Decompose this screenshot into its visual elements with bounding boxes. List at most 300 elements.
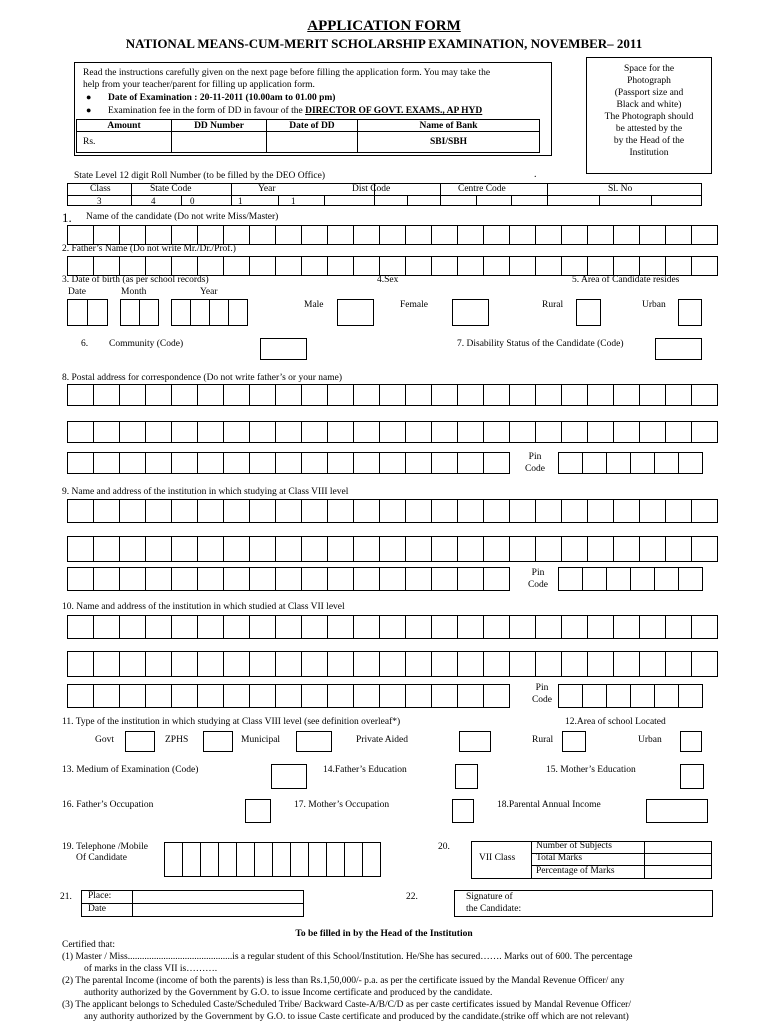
class8-address-row-2[interactable] [67,536,717,562]
char-cell[interactable] [197,499,224,523]
char-cell[interactable] [301,684,328,708]
char-cell[interactable] [223,651,250,677]
char-cell[interactable] [344,842,363,877]
char-cell[interactable] [275,567,302,591]
char-cell[interactable] [171,567,198,591]
char-cell[interactable] [483,536,510,562]
char-cell[interactable] [67,567,94,591]
char-cell[interactable] [93,452,120,474]
char-cell[interactable] [275,536,302,562]
char-cell[interactable] [119,615,146,639]
char-cell[interactable] [665,651,692,677]
postal-pin-boxes[interactable] [558,452,702,474]
char-cell[interactable] [327,684,354,708]
char-cell[interactable] [613,615,640,639]
char-cell[interactable] [535,421,562,443]
char-cell[interactable] [197,615,224,639]
char-cell[interactable] [145,536,172,562]
char-cell[interactable] [139,299,159,326]
char-cell[interactable] [249,499,276,523]
area-urban-box[interactable] [678,299,702,326]
class7-address-row-2[interactable] [67,651,717,677]
char-cell[interactable] [431,684,458,708]
char-cell[interactable] [405,651,432,677]
char-cell[interactable] [275,615,302,639]
char-cell[interactable] [587,499,614,523]
char-cell[interactable] [353,651,380,677]
char-cell[interactable] [249,256,276,276]
char-cell[interactable] [483,421,510,443]
char-cell[interactable] [509,225,536,245]
char-cell[interactable] [630,684,655,708]
fee-dd-number-cell[interactable] [172,132,267,153]
char-cell[interactable] [405,499,432,523]
char-cell[interactable] [254,842,273,877]
char-cell[interactable] [535,499,562,523]
char-cell[interactable] [171,615,198,639]
char-cell[interactable] [171,225,198,245]
char-cell[interactable] [93,684,120,708]
char-cell[interactable] [561,536,588,562]
char-cell[interactable] [353,225,380,245]
char-cell[interactable] [275,651,302,677]
char-cell[interactable] [249,684,276,708]
char-cell[interactable] [654,684,679,708]
char-cell[interactable] [457,384,484,406]
char-cell[interactable] [67,225,94,245]
char-cell[interactable] [218,842,237,877]
char-cell[interactable] [665,384,692,406]
char-cell[interactable] [509,256,536,276]
char-cell[interactable] [67,536,94,562]
mother-occupation-box[interactable] [452,799,474,823]
char-cell[interactable] [606,567,631,591]
char-cell[interactable] [145,567,172,591]
char-cell[interactable] [67,421,94,443]
char-cell[interactable] [509,536,536,562]
char-cell[interactable] [67,384,94,406]
char-cell[interactable] [639,256,666,276]
char-cell[interactable] [145,499,172,523]
sex-male-box[interactable] [337,299,374,326]
char-cell[interactable] [223,499,250,523]
char-cell[interactable] [223,536,250,562]
char-cell[interactable] [483,452,510,474]
parental-income-box[interactable] [646,799,708,823]
char-cell[interactable] [67,499,94,523]
char-cell[interactable] [93,421,120,443]
char-cell[interactable] [561,384,588,406]
char-cell[interactable] [431,384,458,406]
char-cell[interactable] [67,299,88,326]
char-cell[interactable] [405,384,432,406]
char-cell[interactable] [275,421,302,443]
char-cell[interactable] [228,299,248,326]
char-cell[interactable] [275,452,302,474]
char-cell[interactable] [275,684,302,708]
char-cell[interactable] [457,651,484,677]
char-cell[interactable] [678,567,703,591]
char-cell[interactable] [301,615,328,639]
char-cell[interactable] [353,421,380,443]
char-cell[interactable] [327,384,354,406]
char-cell[interactable] [353,452,380,474]
char-cell[interactable] [587,421,614,443]
char-cell[interactable] [353,684,380,708]
char-cell[interactable] [327,615,354,639]
char-cell[interactable] [249,225,276,245]
char-cell[interactable] [431,615,458,639]
char-cell[interactable] [457,452,484,474]
char-cell[interactable] [509,615,536,639]
percentage-value-cell[interactable] [645,866,711,878]
char-cell[interactable] [558,452,583,474]
char-cell[interactable] [190,299,210,326]
char-cell[interactable] [249,615,276,639]
char-cell[interactable] [457,684,484,708]
char-cell[interactable] [535,536,562,562]
char-cell[interactable] [275,225,302,245]
char-cell[interactable] [145,651,172,677]
char-cell[interactable] [301,225,328,245]
char-cell[interactable] [483,615,510,639]
char-cell[interactable] [171,684,198,708]
char-cell[interactable] [171,384,198,406]
char-cell[interactable] [171,536,198,562]
char-cell[interactable] [582,567,607,591]
char-cell[interactable] [639,536,666,562]
class7-address-row-3[interactable] [67,684,509,708]
char-cell[interactable] [87,299,108,326]
char-cell[interactable] [691,421,718,443]
char-cell[interactable] [457,536,484,562]
char-cell[interactable] [587,651,614,677]
char-cell[interactable] [119,651,146,677]
char-cell[interactable] [223,421,250,443]
char-cell[interactable] [691,536,718,562]
char-cell[interactable] [665,499,692,523]
char-cell[interactable] [457,256,484,276]
char-cell[interactable] [587,384,614,406]
char-cell[interactable] [654,452,679,474]
char-cell[interactable] [171,651,198,677]
telephone-boxes[interactable] [164,842,380,877]
char-cell[interactable] [67,651,94,677]
char-cell[interactable] [691,651,718,677]
char-cell[interactable] [509,499,536,523]
dob-month-boxes[interactable] [120,299,158,326]
char-cell[interactable] [582,452,607,474]
school-urban-box[interactable] [680,731,702,752]
char-cell[interactable] [405,536,432,562]
school-rural-box[interactable] [562,731,586,752]
char-cell[interactable] [431,499,458,523]
char-cell[interactable] [145,225,172,245]
char-cell[interactable] [353,384,380,406]
char-cell[interactable] [691,225,718,245]
char-cell[interactable] [691,499,718,523]
char-cell[interactable] [431,651,458,677]
char-cell[interactable] [405,452,432,474]
char-cell[interactable] [558,567,583,591]
type-zphs-box[interactable] [203,731,233,752]
char-cell[interactable] [249,536,276,562]
char-cell[interactable] [379,615,406,639]
char-cell[interactable] [145,615,172,639]
char-cell[interactable] [483,384,510,406]
char-cell[interactable] [93,225,120,245]
char-cell[interactable] [431,225,458,245]
char-cell[interactable] [197,452,224,474]
char-cell[interactable] [197,421,224,443]
char-cell[interactable] [275,256,302,276]
char-cell[interactable] [249,567,276,591]
class8-pin-boxes[interactable] [558,567,702,591]
char-cell[interactable] [119,684,146,708]
char-cell[interactable] [405,225,432,245]
char-cell[interactable] [171,452,198,474]
char-cell[interactable] [93,615,120,639]
char-cell[interactable] [405,615,432,639]
char-cell[interactable] [613,225,640,245]
father-occupation-box[interactable] [245,799,271,823]
char-cell[interactable] [691,384,718,406]
char-cell[interactable] [379,452,406,474]
postal-address-row-2[interactable] [67,421,717,443]
char-cell[interactable] [223,384,250,406]
char-cell[interactable] [145,684,172,708]
char-cell[interactable] [223,684,250,708]
char-cell[interactable] [639,615,666,639]
char-cell[interactable] [691,615,718,639]
char-cell[interactable] [249,384,276,406]
char-cell[interactable] [535,225,562,245]
char-cell[interactable] [379,421,406,443]
char-cell[interactable] [67,615,94,639]
char-cell[interactable] [457,567,484,591]
char-cell[interactable] [353,499,380,523]
char-cell[interactable] [223,225,250,245]
char-cell[interactable] [327,536,354,562]
char-cell[interactable] [483,225,510,245]
char-cell[interactable] [587,256,614,276]
mother-education-box[interactable] [680,764,704,789]
char-cell[interactable] [171,499,198,523]
char-cell[interactable] [301,567,328,591]
char-cell[interactable] [639,384,666,406]
char-cell[interactable] [67,256,94,276]
char-cell[interactable] [665,615,692,639]
char-cell[interactable] [613,256,640,276]
char-cell[interactable] [613,499,640,523]
char-cell[interactable] [353,567,380,591]
char-cell[interactable] [119,452,146,474]
char-cell[interactable] [405,421,432,443]
char-cell[interactable] [630,567,655,591]
char-cell[interactable] [509,421,536,443]
class8-address-row-1[interactable] [67,499,717,523]
char-cell[interactable] [119,499,146,523]
char-cell[interactable] [119,567,146,591]
char-cell[interactable] [535,651,562,677]
char-cell[interactable] [326,842,345,877]
char-cell[interactable] [457,615,484,639]
char-cell[interactable] [561,615,588,639]
char-cell[interactable] [327,421,354,443]
char-cell[interactable] [561,499,588,523]
char-cell[interactable] [639,499,666,523]
class8-address-row-3[interactable] [67,567,509,591]
place-input[interactable] [133,891,303,903]
char-cell[interactable] [483,567,510,591]
char-cell[interactable] [119,536,146,562]
char-cell[interactable] [93,536,120,562]
char-cell[interactable] [665,225,692,245]
fee-dd-date-cell[interactable] [267,132,358,153]
type-private-aided-box[interactable] [459,731,491,752]
char-cell[interactable] [639,225,666,245]
char-cell[interactable] [665,536,692,562]
disability-code-box[interactable] [655,338,702,360]
char-cell[interactable] [93,567,120,591]
postal-address-row-3[interactable] [67,452,509,474]
char-cell[interactable] [223,615,250,639]
char-cell[interactable] [93,499,120,523]
char-cell[interactable] [197,536,224,562]
char-cell[interactable] [561,651,588,677]
area-rural-box[interactable] [576,299,601,326]
char-cell[interactable] [639,651,666,677]
char-cell[interactable] [67,684,94,708]
char-cell[interactable] [171,256,198,276]
char-cell[interactable] [145,384,172,406]
char-cell[interactable] [200,842,219,877]
char-cell[interactable] [587,536,614,562]
char-cell[interactable] [639,421,666,443]
char-cell[interactable] [145,452,172,474]
char-cell[interactable] [431,567,458,591]
char-cell[interactable] [120,299,140,326]
char-cell[interactable] [119,421,146,443]
char-cell[interactable] [327,651,354,677]
char-cell[interactable] [223,256,250,276]
char-cell[interactable] [606,452,631,474]
char-cell[interactable] [431,421,458,443]
medium-code-box[interactable] [271,764,307,789]
char-cell[interactable] [431,452,458,474]
char-cell[interactable] [236,842,255,877]
char-cell[interactable] [223,567,250,591]
char-cell[interactable] [483,651,510,677]
char-cell[interactable] [613,651,640,677]
char-cell[interactable] [379,684,406,708]
char-cell[interactable] [171,421,198,443]
char-cell[interactable] [558,684,583,708]
char-cell[interactable] [301,256,328,276]
char-cell[interactable] [362,842,381,877]
char-cell[interactable] [67,452,94,474]
sex-female-box[interactable] [452,299,489,326]
char-cell[interactable] [665,256,692,276]
char-cell[interactable] [301,421,328,443]
char-cell[interactable] [606,684,631,708]
char-cell[interactable] [327,452,354,474]
char-cell[interactable] [93,384,120,406]
dob-year-boxes[interactable] [171,299,247,326]
char-cell[interactable] [327,499,354,523]
char-cell[interactable] [301,384,328,406]
class7-address-row-1[interactable] [67,615,717,639]
char-cell[interactable] [535,384,562,406]
char-cell[interactable] [275,384,302,406]
father-name-boxes[interactable] [67,256,717,276]
char-cell[interactable] [665,421,692,443]
type-municipal-box[interactable] [296,731,332,752]
subjects-value-cell[interactable] [645,842,711,853]
char-cell[interactable] [249,452,276,474]
char-cell[interactable] [197,225,224,245]
char-cell[interactable] [457,225,484,245]
char-cell[interactable] [431,536,458,562]
char-cell[interactable] [379,256,406,276]
char-cell[interactable] [587,225,614,245]
char-cell[interactable] [457,421,484,443]
char-cell[interactable] [379,384,406,406]
community-code-box[interactable] [260,338,307,360]
char-cell[interactable] [171,299,191,326]
char-cell[interactable] [509,384,536,406]
fee-amount-cell[interactable]: Rs. [77,132,172,153]
char-cell[interactable] [535,256,562,276]
char-cell[interactable] [353,256,380,276]
char-cell[interactable] [197,684,224,708]
char-cell[interactable] [290,842,309,877]
char-cell[interactable] [379,567,406,591]
char-cell[interactable] [209,299,229,326]
char-cell[interactable] [613,384,640,406]
char-cell[interactable] [301,499,328,523]
char-cell[interactable] [327,225,354,245]
char-cell[interactable] [119,384,146,406]
char-cell[interactable] [405,684,432,708]
char-cell[interactable] [197,384,224,406]
date-input[interactable] [133,904,303,916]
char-cell[interactable] [308,842,327,877]
char-cell[interactable] [379,651,406,677]
char-cell[interactable] [275,499,302,523]
char-cell[interactable] [145,256,172,276]
char-cell[interactable] [353,615,380,639]
char-cell[interactable] [327,567,354,591]
char-cell[interactable] [483,684,510,708]
char-cell[interactable] [119,225,146,245]
char-cell[interactable] [93,256,120,276]
char-cell[interactable] [457,499,484,523]
char-cell[interactable] [405,567,432,591]
char-cell[interactable] [272,842,291,877]
char-cell[interactable] [379,536,406,562]
char-cell[interactable] [197,651,224,677]
char-cell[interactable] [164,842,183,877]
type-govt-box[interactable] [125,731,155,752]
char-cell[interactable] [561,421,588,443]
char-cell[interactable] [509,651,536,677]
char-cell[interactable] [630,452,655,474]
candidate-name-boxes[interactable] [67,225,717,245]
char-cell[interactable] [691,256,718,276]
char-cell[interactable] [678,684,703,708]
char-cell[interactable] [379,499,406,523]
